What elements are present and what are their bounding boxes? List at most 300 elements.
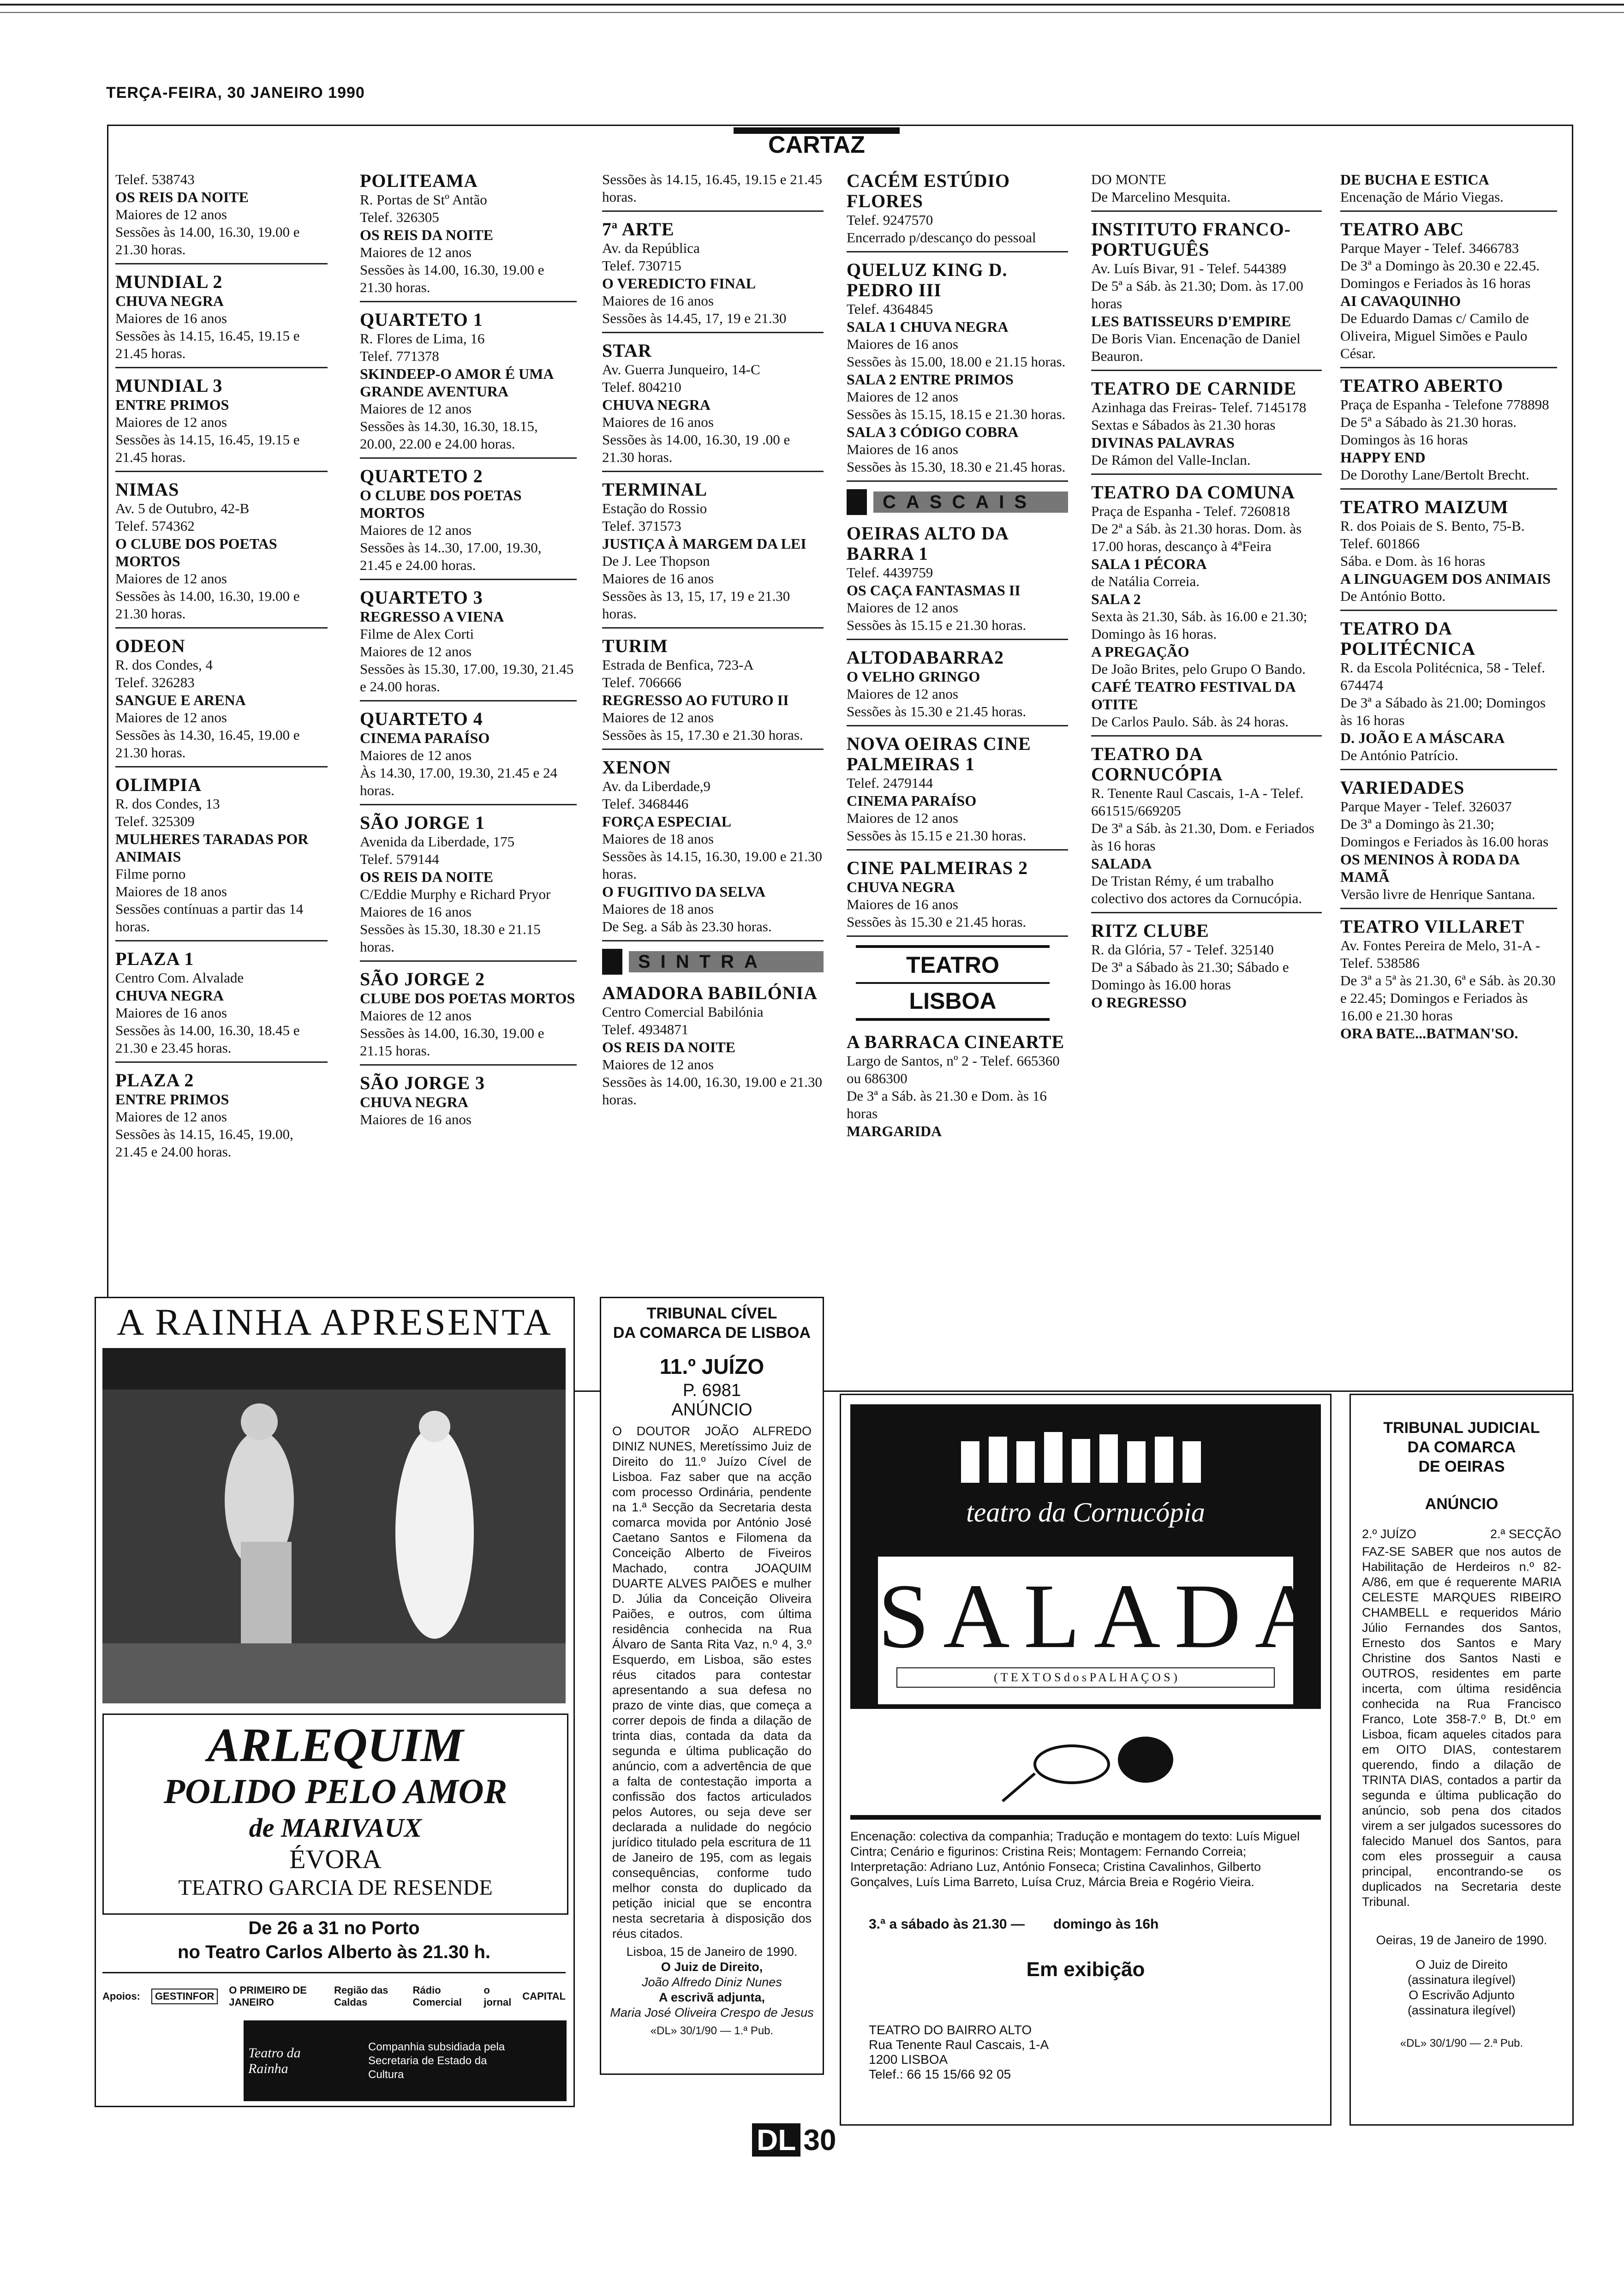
session-info: Maiores de 16 anos bbox=[115, 1005, 227, 1021]
venue-name: POLITEAMA bbox=[360, 170, 478, 191]
venue-name: SÃO JORGE 1 bbox=[360, 812, 485, 833]
ad-salada bbox=[840, 1394, 1336, 2126]
title: SALA 1 PÉCORA bbox=[1091, 556, 1207, 572]
session-info: Sessões às 14.00, 16.30, 19.00 e 21.15 horas. bbox=[360, 1025, 544, 1059]
listing-entry bbox=[1091, 219, 1322, 371]
session-info: Sessões às 15.30, 18.30 e 21.15 horas. bbox=[360, 921, 541, 955]
session-info: Sessões às 15.15 e 21.30 horas. bbox=[847, 617, 1027, 633]
session-info: Sessões às 15.30, 18.30 e 21.45 horas. bbox=[847, 459, 1066, 475]
listing-entry bbox=[360, 813, 577, 962]
listing-entry bbox=[602, 636, 824, 750]
title: CHUVA NEGRA bbox=[602, 396, 710, 413]
listing-entry bbox=[602, 341, 824, 472]
stage-photo bbox=[102, 1348, 566, 1703]
session-info: De Dorothy Lane/Bertolt Brecht. bbox=[1340, 467, 1529, 483]
listing-entry bbox=[115, 376, 328, 472]
venue-name: QUARTETO 3 bbox=[360, 587, 483, 608]
listing-entry bbox=[602, 171, 824, 212]
venue-name: TURIM bbox=[602, 635, 668, 656]
session-info: Sessões às 15.30 e 21.45 horas. bbox=[847, 703, 1027, 719]
page-date: TERÇA-FEIRA, 30 JANEIRO 1990 bbox=[106, 84, 365, 102]
session-info: Maiores de 12 anos bbox=[847, 389, 958, 405]
venue-detail: Praça de Espanha - Telef. 7260818 bbox=[1091, 503, 1290, 519]
session-info: De João Brites, pelo Grupo O Bando. bbox=[1091, 661, 1306, 677]
venue-detail: Av. Fontes Pereira de Melo, 31-A - Telef. 538586 bbox=[1340, 937, 1540, 971]
session-info: Versão livre de Henrique Santana. bbox=[1340, 886, 1535, 902]
session-info: Sessões às 13, 15, 17, 19 e 21.30 horas. bbox=[602, 588, 790, 622]
listing-entry bbox=[1340, 171, 1557, 212]
session-info: De António Patrício. bbox=[1340, 747, 1458, 763]
session-info: Encenação de Mário Viegas. bbox=[1340, 189, 1504, 205]
title: O VELHO GRINGO bbox=[847, 668, 980, 685]
venue-detail: Av. Luís Bivar, 91 - Telef. 544389 bbox=[1091, 260, 1287, 276]
porto-venue: no Teatro Carlos Alberto às 21.30 h. bbox=[178, 1942, 490, 1962]
title: SKINDEEP-O AMOR É UMA GRANDE AVENTURA bbox=[360, 366, 553, 400]
oeiras-title-3: DE OEIRAS bbox=[1418, 1458, 1505, 1475]
region-label: SINTRA bbox=[629, 951, 824, 972]
venue-name: CACÉM ESTÚDIO FLORES bbox=[847, 170, 1010, 211]
listing-entry bbox=[602, 219, 824, 333]
venue-detail: Parque Mayer - Telef. 3466783 bbox=[1340, 240, 1519, 256]
session-info: Sessões contínuas a partir das 14 horas. bbox=[115, 901, 304, 935]
listing-entry bbox=[847, 734, 1068, 851]
session-info: Sessões às 14.00, 16.30, 19.00 e 21.30 horas. bbox=[602, 1074, 823, 1108]
listing-entry bbox=[115, 949, 328, 1063]
title: FORÇA ESPECIAL bbox=[602, 813, 732, 830]
sponsor-1: GESTINFOR bbox=[151, 1989, 218, 2004]
venue-name: STAR bbox=[602, 340, 652, 361]
venue-name: TEATRO VILLARET bbox=[1340, 916, 1525, 937]
region-sintra bbox=[602, 949, 824, 975]
stage-photo-figures bbox=[102, 1348, 566, 1703]
listing-entry bbox=[602, 983, 824, 1113]
cartaz-column-6 bbox=[1340, 171, 1557, 1054]
venue-name: OEIRAS ALTO DA BARRA 1 bbox=[847, 523, 1008, 564]
venue-detail: Av. da República bbox=[602, 240, 700, 256]
cartaz-column-5 bbox=[1091, 171, 1322, 1023]
venue-name: QUARTETO 4 bbox=[360, 708, 483, 729]
listing-entry bbox=[360, 310, 577, 459]
session-info: Às 14.30, 17.00, 19.30, 21.45 e 24 horas. bbox=[360, 765, 557, 798]
venue-name: TEATRO DE CARNIDE bbox=[1091, 378, 1297, 399]
title: O CLUBE DOS POETAS MORTOS bbox=[360, 487, 522, 521]
sponsor-4: Rádio Comercial bbox=[412, 1984, 462, 2008]
teatro-rainha-band bbox=[244, 2020, 567, 2101]
juggler-illustration bbox=[850, 1709, 1321, 1815]
venue-name: VARIEDADES bbox=[1340, 777, 1465, 798]
clerk-name: Maria José Oliveira Crespo de Jesus bbox=[610, 2006, 814, 2019]
venue-detail: De 5ª a Sáb. às 21.30; Dom. às 17.00 horas bbox=[1091, 278, 1303, 312]
listing-entry bbox=[1091, 378, 1322, 475]
porto-dates: De 26 a 31 no Porto bbox=[248, 1918, 420, 1938]
session-info: Sessões às 14.00, 16.30, 19 .00 e 21.30 horas. bbox=[602, 431, 790, 465]
session-info: De Eduardo Damas c/ Camilo de Oliveira, Miguel Simões e Paulo César. bbox=[1340, 310, 1529, 361]
venue-detail: De 3ª a Sáb. às 21.30 e Dom. às 16 horas bbox=[847, 1088, 1047, 1121]
title: SANGUE E ARENA bbox=[115, 692, 246, 708]
venue-name: TEATRO DA COMUNA bbox=[1091, 482, 1295, 503]
venue-detail: Sába. e Dom. às 16 horas bbox=[1340, 553, 1486, 569]
session-info: Filme porno bbox=[115, 866, 186, 882]
play-author: de MARIVAUX bbox=[249, 1813, 422, 1843]
session-info: Sessões às 14.30, 16.30, 18.15, 20.00, 22.00 e 24.00 horas. bbox=[360, 418, 538, 452]
listing-entry bbox=[360, 709, 577, 805]
venue-detail: Telef. 579144 bbox=[360, 851, 439, 867]
cartaz-column-1 bbox=[115, 171, 328, 1173]
title: CHUVA NEGRA bbox=[115, 987, 224, 1004]
session-info: Maiores de 12 anos bbox=[115, 709, 227, 725]
listing-entry bbox=[115, 636, 328, 767]
session-info: Maiores de 18 anos bbox=[602, 901, 714, 917]
cartaz-column-2 bbox=[360, 171, 577, 1140]
session-info: Maiores de 16 anos bbox=[847, 441, 958, 457]
title: SALA 3 CÓDIGO COBRA bbox=[847, 424, 1019, 440]
salada-schedule-1: 3.ª a sábado às 21.30 — bbox=[869, 1917, 1025, 1932]
venue-detail: Av. da Liberdade,9 bbox=[602, 778, 710, 794]
sponsor-6: CAPITAL bbox=[522, 1990, 566, 2002]
venue-detail: Telef. 771378 bbox=[360, 348, 439, 364]
venue-name: TERMINAL bbox=[602, 479, 708, 500]
session-info: Maiores de 12 anos bbox=[115, 206, 227, 222]
title: A PREGAÇÃO bbox=[1091, 643, 1189, 660]
listing-entry bbox=[115, 1070, 328, 1165]
region-marker bbox=[602, 949, 622, 975]
session-info: Sessões às 14.00, 16.30, 19.00 e 21.30 horas. bbox=[360, 262, 544, 295]
venue-name: QUELUZ KING D. PEDRO III bbox=[847, 259, 1008, 300]
oeiras-sig-2: O Escrivão Adjunto bbox=[1409, 1988, 1515, 2002]
session-info: Maiores de 12 anos bbox=[115, 414, 227, 430]
venue-detail: R. dos Condes, 4 bbox=[115, 657, 213, 673]
venue-name: PLAZA 1 bbox=[115, 948, 194, 969]
title: O FUGITIVO DA SELVA bbox=[602, 883, 766, 900]
listing-entry bbox=[1340, 917, 1557, 1047]
tribunal-title-2: DA COMARCA DE LISBOA bbox=[613, 1324, 811, 1342]
venue-detail: R. dos Condes, 13 bbox=[115, 796, 220, 812]
venue-name: MUNDIAL 3 bbox=[115, 375, 223, 396]
tribunal-anuncio: ANÚNCIO bbox=[671, 1400, 752, 1420]
session-info: C/Eddie Murphy e Richard Pryor bbox=[360, 886, 551, 902]
venue-detail: De Marcelino Mesquita. bbox=[1091, 189, 1231, 205]
venue-detail: Telef. 326305 bbox=[360, 209, 439, 225]
title: OS REIS DA NOITE bbox=[360, 869, 493, 885]
listing-entry bbox=[360, 466, 577, 580]
listing-entry bbox=[1091, 171, 1322, 212]
judge-title: O Juiz de Direito, bbox=[661, 1960, 763, 1974]
salada-credits: Encenação: colectiva da companhia; Tradução e montagem do texto: Luís Miguel Cintra; Cenário e figurinos: Cristina Reis; Montagem: Fernando Correia; Interpretação: Adriano Luz, António Fonseca; Cristina Cavalinhos, Gilberto Gonçalves, Luís Lima Barreto, Luísa Cruz, Márcia Breia e Rogério Vieira. bbox=[850, 1829, 1300, 1889]
title: OS CAÇA FANTASMAS II bbox=[847, 582, 1021, 599]
venue-detail: R. dos Poiais de S. Bento, 75-B. Telef. 601866 bbox=[1340, 518, 1525, 551]
session-info: De Boris Vian. Encenação de Daniel Beauron. bbox=[1091, 330, 1301, 364]
title: LES BATISSEURS D'EMPIRE bbox=[1091, 313, 1291, 330]
salada-title-panel bbox=[878, 1557, 1336, 1704]
sponsors-row bbox=[102, 1972, 566, 2019]
title: O REGRESSO bbox=[1091, 994, 1187, 1011]
session-info: de Natália Correia. bbox=[1091, 573, 1200, 589]
venue-name: TEATRO DA CORNUCÓPIA bbox=[1091, 743, 1223, 785]
venue-name: PLAZA 2 bbox=[115, 1070, 194, 1091]
venue-detail: De 3ª a Sábado às 21.00; Domingos às 16 horas bbox=[1340, 695, 1546, 728]
session-info: Maiores de 12 anos bbox=[847, 810, 958, 826]
session-info: Sessões às 14.45, 17, 19 e 21.30 bbox=[602, 310, 787, 326]
venue-detail: Telef. 9247570 bbox=[847, 212, 933, 228]
clerk-title: A escrivã adjunta, bbox=[658, 1990, 765, 2004]
cartaz-column-3 bbox=[602, 171, 824, 1121]
venue-name: MUNDIAL 2 bbox=[115, 271, 223, 292]
title: CINEMA PARAÍSO bbox=[360, 730, 490, 746]
venue-detail: De 3ª a Domingo às 21.30; Domingos e Feriados às 16.00 horas bbox=[1340, 816, 1549, 850]
venue-detail: Telef. 326283 bbox=[115, 674, 195, 690]
session-info: Sessões às 15.15, 18.15 e 21.30 horas. bbox=[847, 406, 1066, 422]
clowns-illustration bbox=[850, 1414, 1321, 1506]
venue-detail: R. da Glória, 57 - Telef. 325140 bbox=[1091, 941, 1274, 958]
teatro-heading-2: LISBOA bbox=[856, 982, 1050, 1018]
listing-entry bbox=[847, 523, 1068, 640]
venue-detail: Telef. 538743 bbox=[115, 171, 195, 187]
oeiras-anuncio: ANÚNCIO bbox=[1425, 1495, 1499, 1513]
session-info: Sexta às 21.30, Sáb. às 16.00 e 21.30; Domingo às 16 horas. bbox=[1091, 608, 1308, 642]
listing-entry bbox=[602, 479, 824, 629]
venue-detail: Azinhaga das Freiras- Telef. 7145178 bbox=[1091, 399, 1307, 415]
tribunal-proc: P. 6981 bbox=[682, 1381, 741, 1400]
session-info: De Rámon del Valle-Inclan. bbox=[1091, 452, 1251, 468]
session-info: Maiores de 16 anos bbox=[360, 1111, 472, 1127]
venue-detail: R. da Escola Politécnica, 58 - Telef. 674474 bbox=[1340, 659, 1546, 693]
venue-name: QUARTETO 2 bbox=[360, 466, 483, 486]
oeiras-body: FAZ-SE SABER que nos autos de Habilitação de Herdeiros n.º 82-A/86, em que é requerente MARIA CELESTE MARQUES RIBEIRO CHAMBELL e requeridos Mário Júlio Fernandes dos Santos, Ernesto dos Santos e Mary Christine dos Santos Nasti e OUTROS, residentes em parte incerta, com última residência conhecida na Rua Francisco Franco, Lote 358-7.º B, Dt.º em Lisboa, ficam aqueles citados para em OITO DIAS, contestarem querendo, findo a dilação de TRINTA DIAS, contados a partir da segunda e última publicação do anúncio, sob pena dos citados virem a ser julgados sucessores do falecido Manuel dos Santos, para com eles prosseguir a causa principal, encontrando-se os duplicados na Secretaria deste Tribunal. bbox=[1362, 1545, 1561, 1909]
oeiras-title-2: DA COMARCA bbox=[1407, 1438, 1516, 1456]
title: ENTRE PRIMOS bbox=[115, 1091, 229, 1108]
session-info: Sessões às 14.00, 16.30, 18.45 e 21.30 e 23.45 horas. bbox=[115, 1022, 300, 1056]
title: CHUVA NEGRA bbox=[360, 1094, 468, 1110]
title: CHUVA NEGRA bbox=[847, 879, 955, 895]
session-info: Sessões às 15.15 e 21.30 horas. bbox=[847, 827, 1027, 844]
session-info: Maiores de 18 anos bbox=[115, 883, 227, 899]
oeiras-ref: «DL» 30/1/90 — 2.ª Pub. bbox=[1400, 2037, 1523, 2049]
title: OS REIS DA NOITE bbox=[115, 189, 249, 205]
listing-entry bbox=[1340, 497, 1557, 611]
venue-name: OLIMPIA bbox=[115, 774, 202, 795]
venue-name: A BARRACA CINEARTE bbox=[847, 1031, 1065, 1052]
title: SALA 1 CHUVA NEGRA bbox=[847, 318, 1009, 335]
cartaz-column-4 bbox=[847, 171, 1068, 1152]
oeiras-juizo-row bbox=[1362, 1527, 1561, 1541]
listing-entry bbox=[847, 858, 1068, 937]
venue-name: TEATRO DA POLITÉCNICA bbox=[1340, 618, 1476, 659]
tribunal-juizo: 11.º JUÍZO bbox=[659, 1354, 764, 1378]
cartaz-title: CARTAZ bbox=[768, 132, 865, 158]
session-info: Sessões às 14.15, 16.45, 19.15 e 21.45 horas. bbox=[115, 328, 300, 361]
sponsor-5: o jornal bbox=[484, 1984, 512, 2008]
salada-address bbox=[869, 2023, 1049, 2082]
sponsor-2: O PRIMEIRO DE JANEIRO bbox=[229, 1984, 307, 2008]
play-subtitle: POLIDO PELO AMOR bbox=[163, 1772, 508, 1811]
title: A LINGUAGEM DOS ANIMAIS bbox=[1340, 570, 1551, 587]
session-info: Maiores de 12 anos bbox=[360, 522, 472, 538]
listing-entry bbox=[360, 1073, 577, 1133]
venue-detail: Largo de Santos, nº 2 - Telef. 665360 ou 686300 bbox=[847, 1053, 1060, 1086]
listing-entry bbox=[847, 171, 1068, 252]
session-info: Sessões às 14.30, 16.45, 19.00 e 21.30 horas. bbox=[115, 727, 300, 761]
title: OS MENINOS À RODA DA MAMÃ bbox=[1340, 851, 1519, 885]
session-info: Maiores de 12 anos bbox=[360, 401, 472, 417]
venue-detail: Telef. 4364845 bbox=[847, 301, 933, 317]
title: SALADA bbox=[1091, 855, 1152, 872]
listing-entry bbox=[602, 757, 824, 941]
oeiras-juizo: 2.º JUÍZO bbox=[1362, 1527, 1416, 1541]
session-info: Maiores de 12 anos bbox=[602, 1056, 714, 1073]
venue-detail: Telef. 706666 bbox=[602, 674, 681, 690]
listing-entry bbox=[360, 171, 577, 302]
listing-entry bbox=[847, 260, 1068, 482]
venue-detail: Centro Comercial Babilónia bbox=[602, 1004, 764, 1020]
session-info: Sessões às 14..30, 17.00, 19.30, 21.45 e 24.00 horas. bbox=[360, 539, 542, 573]
session-info: Sessões às 15.30, 17.00, 19.30, 21.45 e 24.00 horas. bbox=[360, 661, 574, 695]
title: REGRESSO A VIENA bbox=[360, 608, 504, 625]
region-marker bbox=[847, 489, 867, 515]
tribunal-title-1: TRIBUNAL CÍVEL bbox=[646, 1305, 777, 1322]
company-note: Companhia subsidiada pela Secretaria de Estado da Cultura bbox=[368, 2040, 505, 2081]
title: HAPPY END bbox=[1340, 449, 1426, 466]
listing-entry bbox=[1340, 778, 1557, 909]
session-info: Sessões às 15.30 e 21.45 horas. bbox=[847, 914, 1027, 930]
venue-name: ODEON bbox=[115, 635, 185, 656]
salada-poster bbox=[850, 1404, 1336, 1820]
venue-name: AMADORA BABILÓNIA bbox=[602, 983, 818, 1003]
listing-entry bbox=[115, 272, 328, 368]
salada-address-3: 1200 LISBOA bbox=[869, 2052, 948, 2067]
session-info: Maiores de 12 anos bbox=[847, 686, 958, 702]
listing-entry bbox=[115, 775, 328, 941]
session-info: Sessões às 14.15, 16.30, 19.00 e 21.30 horas. bbox=[602, 848, 823, 882]
venue-detail: Parque Mayer - Telef. 326037 bbox=[1340, 798, 1512, 815]
venue-detail: Telef. 4934871 bbox=[602, 1021, 689, 1037]
venue-detail: Telef. 574362 bbox=[115, 518, 195, 534]
title: AI CAVAQUINHO bbox=[1340, 293, 1461, 309]
session-info: De J. Lee Thopson bbox=[602, 553, 710, 569]
venue-detail: R. Flores de Lima, 16 bbox=[360, 330, 485, 347]
salada-address-4: Telef.: 66 15 15/66 92 05 bbox=[869, 2067, 1011, 2081]
title: REGRESSO AO FUTURO II bbox=[602, 692, 789, 708]
oeiras-seccao: 2.ª SECÇÃO bbox=[1490, 1527, 1561, 1541]
listing-entry bbox=[1091, 921, 1322, 1016]
cornucopia-logo: teatro da Cornucópia bbox=[966, 1497, 1205, 1528]
venue-detail: De 3ª a 5ª às 21.30, 6ª e Sáb. às 20.30 e 22.45; Domingos e Feriados às 16.00 e 21.30 horas bbox=[1340, 972, 1556, 1024]
venue-name: TEATRO ABC bbox=[1340, 219, 1464, 240]
listing-entry bbox=[360, 587, 577, 701]
venue-detail: Telef. 325309 bbox=[115, 813, 195, 829]
oeiras-sig-1: O Juiz de Direito bbox=[1415, 1958, 1508, 1971]
venue-detail: Estrada de Benfica, 723-A bbox=[602, 657, 754, 673]
listing-entry bbox=[115, 171, 328, 264]
teatro-heading-1: TEATRO bbox=[906, 952, 999, 978]
session-info: De Carlos Paulo. Sáb. às 24 horas. bbox=[1091, 713, 1289, 730]
salada-address-1: TEATRO DO BAIRRO ALTO bbox=[869, 2023, 1032, 2037]
oeiras-date: Oeiras, 19 de Janeiro de 1990. bbox=[1376, 1933, 1547, 1947]
venue-name: 7ª ARTE bbox=[602, 219, 675, 240]
session-info: Maiores de 12 anos bbox=[602, 709, 714, 725]
session-info: Maiores de 16 anos bbox=[602, 293, 714, 309]
title: OS REIS DA NOITE bbox=[602, 1039, 735, 1055]
venue-detail: Sessões às 14.15, 16.45, 19.15 e 21.45 horas. bbox=[602, 171, 823, 205]
venue-detail: R. Tenente Raul Cascais, 1-A - Telef. 661515/669205 bbox=[1091, 785, 1304, 819]
venue-detail: De 3ª a Sábado às 21.30; Sábado e Domingo às 16.00 horas bbox=[1091, 959, 1289, 993]
venue-detail: Telef. 804210 bbox=[602, 379, 681, 395]
page-number-value: 30 bbox=[803, 2123, 836, 2157]
play-venue: TEATRO GARCIA DE RESENDE bbox=[178, 1876, 493, 1900]
listing-entry bbox=[1091, 744, 1322, 913]
oeiras-title-1: TRIBUNAL JUDICIAL bbox=[1383, 1419, 1540, 1437]
venue-detail: De 3ª a Sáb. às 21.30, Dom. e Feriados às 16 horas bbox=[1091, 820, 1314, 854]
session-info: Maiores de 12 anos bbox=[360, 244, 472, 260]
venue-detail: De 5ª a Sábado às 21.30 horas. Domingos às 16 horas bbox=[1340, 414, 1517, 448]
salada-title: SALADA bbox=[878, 1565, 1336, 1667]
session-info: Maiores de 12 anos bbox=[360, 1007, 472, 1024]
session-info: Maiores de 12 anos bbox=[360, 643, 472, 659]
oeiras-sig-2b: (assinatura ilegível) bbox=[1407, 2003, 1516, 2017]
listing-entry bbox=[1340, 376, 1557, 490]
session-info: Maiores de 16 anos bbox=[602, 570, 714, 587]
session-info: Sessões às 14.00, 16.30, 19.00 e 21.30 horas. bbox=[115, 224, 300, 258]
tribunal-date: Lisboa, 15 de Janeiro de 1990. bbox=[626, 1945, 798, 1959]
salada-address-2: Rua Tenente Raul Cascais, 1-A bbox=[869, 2037, 1049, 2052]
title: CINEMA PARAÍSO bbox=[847, 792, 977, 809]
session-info: Maiores de 16 anos bbox=[360, 904, 472, 920]
session-info: Sessões às 14.00, 16.30, 19.00 e 21.30 horas. bbox=[115, 588, 300, 622]
venue-name: ALTODABARRA2 bbox=[847, 647, 1004, 668]
session-info: Maiores de 12 anos bbox=[847, 599, 958, 616]
salada-schedule-2: domingo às 16h bbox=[1053, 1917, 1159, 1932]
listing-entry bbox=[1340, 219, 1557, 368]
venue-detail: R. Portas de Stº Antão bbox=[360, 192, 487, 208]
venue-name: SÃO JORGE 3 bbox=[360, 1073, 485, 1093]
venue-detail: Telef. 3468446 bbox=[602, 796, 689, 812]
listing-entry bbox=[847, 647, 1068, 726]
title: MULHERES TARADAS POR ANIMAIS bbox=[115, 831, 309, 865]
title: JUSTIÇA À MARGEM DA LEI bbox=[602, 535, 806, 552]
sponsors-label: Apoios: bbox=[102, 1990, 140, 2002]
oeiras-sig-1b: (assinatura ilegível) bbox=[1407, 1973, 1516, 1987]
title: CHUVA NEGRA bbox=[115, 293, 224, 309]
session-info: Maiores de 16 anos bbox=[115, 310, 227, 326]
teatro-lisboa-heading bbox=[856, 945, 1050, 1021]
judge-name: João Alfredo Diniz Nunes bbox=[642, 1975, 782, 1989]
venue-detail: Encerrado p/descanço do pessoal bbox=[847, 229, 1036, 246]
session-info: Sessões às 14.15, 16.45, 19.15 e 21.45 horas. bbox=[115, 431, 300, 465]
venue-detail: Avenida da Liberdade, 175 bbox=[360, 833, 515, 850]
venue-name: QUARTETO 1 bbox=[360, 309, 483, 330]
salada-subtitle: ( T E X T O S d o s P A L H A Ç O S ) bbox=[896, 1667, 1275, 1688]
ad-rainha-title: A RAINHA APRESENTA bbox=[117, 1301, 553, 1343]
venue-name: NIMAS bbox=[115, 479, 179, 500]
title: DE BUCHA E ESTICA bbox=[1340, 171, 1489, 188]
title: ENTRE PRIMOS bbox=[115, 396, 229, 413]
venue-detail: Telef. 2479144 bbox=[847, 775, 933, 791]
title: SALA 2 bbox=[1091, 591, 1141, 607]
ad-rainha bbox=[95, 1297, 575, 2107]
title: SALA 2 ENTRE PRIMOS bbox=[847, 371, 1014, 388]
publication-ref: «DL» 30/1/90 — 1.ª Pub. bbox=[650, 2025, 774, 2037]
title: O VEREDICTO FINAL bbox=[602, 275, 756, 292]
arlequim-panel bbox=[102, 1714, 568, 1915]
venue-name: RITZ CLUBE bbox=[1091, 920, 1209, 941]
ad-tribunal-oeiras bbox=[1349, 1394, 1574, 2126]
page-number bbox=[752, 2123, 836, 2157]
listing-entry bbox=[1340, 618, 1557, 770]
title: O CLUBE DOS POETAS MORTOS bbox=[115, 535, 277, 569]
title: CLUBE DOS POETAS MORTOS bbox=[360, 990, 575, 1007]
venue-detail: Estação do Rossio bbox=[602, 500, 707, 516]
play-city: ÉVORA bbox=[289, 1844, 382, 1874]
region-label: CASCAIS bbox=[873, 491, 1068, 513]
